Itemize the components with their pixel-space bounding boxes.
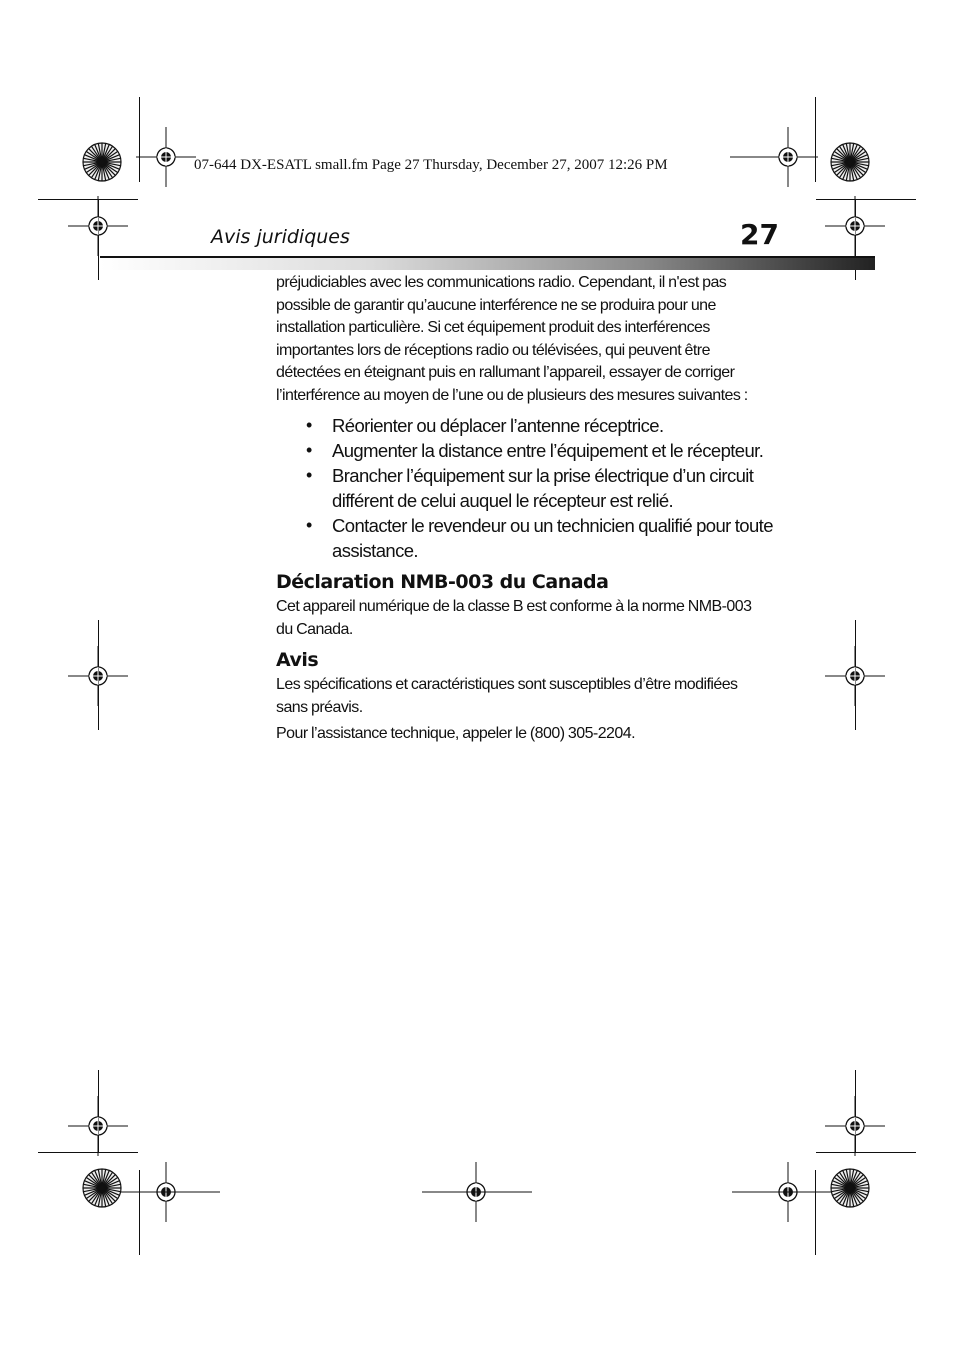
list-item-text: Réorienter ou déplacer l’antenne réceptrice.	[332, 415, 664, 436]
text-line: préjudiciables avec les communications radio. Cependant, il n'est pas	[276, 274, 727, 291]
text-line: du Canada.	[276, 620, 353, 638]
header-rule-gradient	[100, 258, 875, 270]
avis-paragraph	[276, 674, 781, 719]
list-item-text: Brancher l’équipement sur la prise électrique d’un circuit	[332, 465, 754, 486]
list-item-text: différent de celui auquel le récepteur est relié.	[332, 490, 674, 511]
nmb-paragraph	[276, 596, 781, 641]
list-item	[306, 513, 781, 563]
bullet-icon: •	[306, 415, 312, 435]
section-heading-avis: Avis	[276, 649, 319, 671]
text-line: possible de garantir qu’aucune interférence ne se produira pour une	[276, 296, 716, 314]
list-item	[306, 413, 781, 438]
text-line: importantes lors de réceptions radio ou télévisées, qui peuvent être	[276, 341, 710, 359]
bullet-icon: •	[306, 465, 312, 485]
list-item	[306, 463, 781, 513]
body-column	[276, 272, 781, 746]
page-number: 27	[740, 218, 779, 251]
bullet-icon: •	[306, 440, 312, 460]
section-heading-nmb: Déclaration NMB-003 du Canada	[276, 571, 609, 593]
text-line: Cet appareil numérique de la classe B est conforme à la norme NMB-003	[276, 598, 752, 615]
text-line: installation particulière. Si cet équipement produit des interférences	[276, 319, 710, 336]
text-line: détectées en éteignant puis en rallumant l’appareil, essayer de corriger	[276, 364, 735, 381]
text-line: sans préavis.	[276, 698, 363, 716]
measures-list	[276, 413, 781, 563]
bullet-icon: •	[306, 515, 312, 535]
list-item-text: Augmenter la distance entre l’équipement et le récepteur.	[332, 440, 764, 461]
running-header-title: Avis juridiques	[211, 226, 350, 248]
text-line: l’interférence au moyen de l’une ou de plusieurs des mesures suivantes :	[276, 386, 748, 404]
header-rule	[100, 256, 875, 270]
list-item	[306, 438, 781, 463]
list-item-text: assistance.	[332, 540, 418, 561]
support-paragraph: Pour l’assistance technique, appeler le (800) 305-2204.	[276, 725, 636, 742]
list-item-text: Contacter le revendeur ou un technicien qualifié pour toute	[332, 515, 773, 536]
printer-slug: 07-644 DX-ESATL small.fm Page 27 Thursday, December 27, 2007 12:26 PM	[194, 157, 668, 173]
text-line: Les spécifications et caractéristiques sont susceptibles d’être modifiées	[276, 676, 738, 693]
intro-paragraph	[276, 272, 781, 407]
